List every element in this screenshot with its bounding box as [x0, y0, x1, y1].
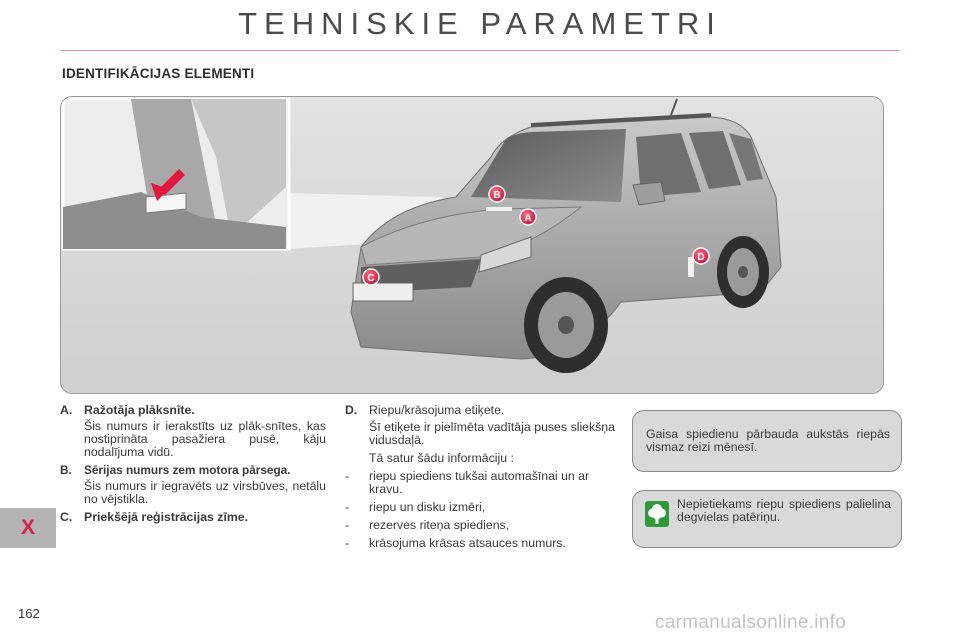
item-d-heading [345, 404, 615, 417]
car-drawing [61, 97, 883, 393]
item-d-title: Riepu/krāsojuma etiķete. [369, 403, 505, 417]
list-item-text: krāsojuma krāsas atsauces numurs. [369, 536, 566, 550]
item-a-letter: A. [60, 403, 73, 417]
tire-pressure-note [632, 410, 902, 472]
manufacturer-plate [146, 193, 186, 213]
svg-text:D: D [697, 252, 705, 263]
marker-a [520, 209, 536, 225]
list-item: - riepu spiediens tukšai automašīnai un ar kravu. [345, 470, 615, 496]
item-b-title: Sērijas numurs zem motora pārsega. [84, 463, 291, 477]
eco-note-text: Nepietiekams riepu spiediens palielina degvielas patēriņu. [677, 497, 891, 524]
list-item: - rezerves riteņa spiediens, [345, 518, 510, 532]
list-item-text: riepu un disku izmēri, [369, 500, 486, 514]
item-c-title: Priekšējā reģistrācijas zīme. [84, 510, 249, 524]
svg-text:B: B [493, 190, 501, 201]
marker-b [489, 186, 505, 202]
item-c-heading [60, 511, 326, 524]
item-d-paragraph-1: Šī etiķete ir pielīmēta vadītāja puses sliekšņa vidusdaļā. [369, 420, 615, 447]
svg-text:C: C [367, 273, 375, 284]
svg-text:A: A [524, 213, 532, 224]
item-a-heading [60, 404, 326, 417]
item-b-letter: B. [60, 463, 72, 477]
list-item-text: rezerves riteņa spiediens, [369, 518, 510, 532]
page-number: 162 [18, 606, 40, 621]
front-plate [353, 283, 413, 301]
vehicle-illustration [60, 96, 884, 394]
watermark: carmanualsonline.info [655, 612, 847, 633]
list-item: - krāsojuma krāsas atsauces numurs. [345, 536, 566, 550]
item-d-letter: D. [345, 403, 358, 417]
item-a-description: Šis numurs ir ierakstīts uz plāk-snītes, kas nostiprināta pasažiera pusē, kāju nodalījuma vidū. [84, 419, 326, 459]
item-d-paragraph-2: Tā satur šādu informāciju : [369, 451, 514, 465]
eco-note [632, 490, 902, 548]
page-title: TEHNISKIE PARAMETRI [238, 6, 722, 41]
list-item: - riepu un disku izmēri, [345, 500, 486, 514]
header-divider [60, 50, 900, 51]
marker-d [693, 248, 709, 264]
marker-c [363, 269, 379, 285]
item-a-title: Ražotāja plāksnīte. [84, 403, 195, 417]
items-column-right [345, 404, 615, 550]
chapter-letter: X [20, 516, 35, 539]
item-b-heading [60, 464, 326, 477]
tire-pressure-note-text: Gaisa spiedienu pārbauda aukstās riepās vismaz reizi mēnesī. [646, 427, 890, 454]
chapter-tab [0, 508, 56, 548]
tree-icon [645, 501, 669, 527]
item-b-description: Šis numurs ir iegravēts uz virsbūves, netālu no vējstikla. [84, 479, 326, 506]
item-c-letter: C. [60, 510, 73, 524]
list-item-text: riepu spiediens tukšai automašīnai un ar kravu. [369, 469, 590, 496]
items-column-left [60, 404, 326, 524]
section-title: IDENTIFIKĀCIJAS ELEMENTI [62, 66, 255, 81]
